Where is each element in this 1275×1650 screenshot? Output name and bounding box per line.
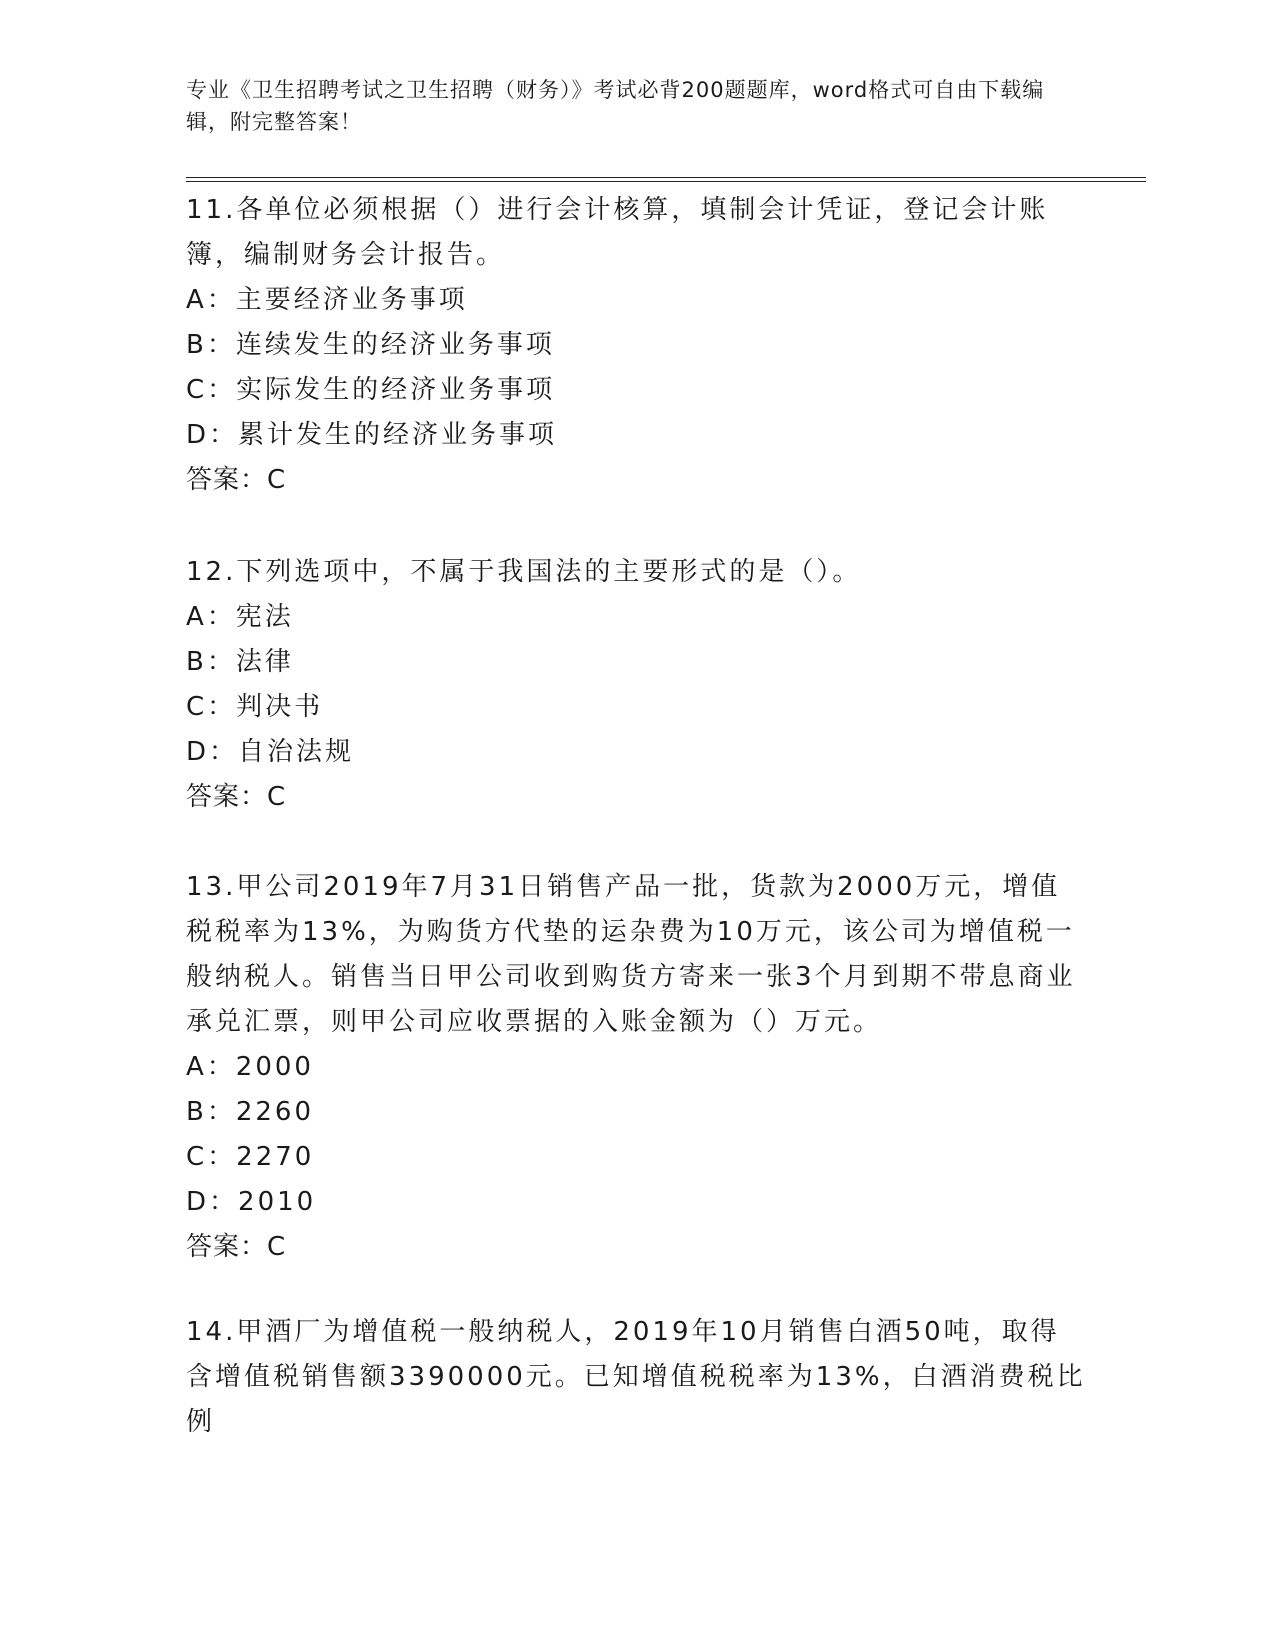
question-12 <box>186 550 1086 820</box>
answer: 答案：C <box>186 1232 287 1262</box>
option-a: A：主要经济业务事项 <box>186 285 468 315</box>
question-stem: 11.各单位必须根据（）进行会计核算，填制会计凭证，登记会计账簿，编制财务会计报告。 <box>186 195 1049 270</box>
header-divider <box>186 177 1146 182</box>
question-stem: 13.甲公司2019年7月31日销售产品一批，货款为2000万元，增值税税率为13%，为购货方代垫的运杂费为10万元，该公司为增值税一般纳税人。销售当日甲公司收到购货方寄来一张3个月到期不带息商业承兑汇票，则甲公司应收票据的入账金额为（）万元。 <box>186 872 1076 1037</box>
question-11 <box>186 188 1086 503</box>
option-c: C：判决书 <box>186 692 324 722</box>
option-b: B：法律 <box>186 647 294 677</box>
option-b: B：连续发生的经济业务事项 <box>186 330 555 360</box>
option-d: D：累计发生的经济业务事项 <box>186 420 558 450</box>
question-stem: 12.下列选项中，不属于我国法的主要形式的是（）。 <box>186 557 862 587</box>
answer: 答案：C <box>186 465 287 495</box>
option-c: C：2270 <box>186 1142 315 1172</box>
option-a: A：2000 <box>186 1052 314 1082</box>
question-14 <box>186 1310 1086 1445</box>
question-13 <box>186 865 1086 1270</box>
option-d: D：2010 <box>186 1187 317 1217</box>
answer: 答案：C <box>186 782 287 812</box>
option-a: A：宪法 <box>186 602 294 632</box>
option-c: C：实际发生的经济业务事项 <box>186 375 556 405</box>
document-header: 专业《卫生招聘考试之卫生招聘（财务）》考试必背200题题库，word格式可自由下载编辑，附完整答案！ <box>186 78 1045 134</box>
option-d: D：自治法规 <box>186 737 355 767</box>
option-b: B：2260 <box>186 1097 315 1127</box>
question-stem: 14.甲酒厂为增值税一般纳税人，2019年10月销售白酒50吨，取得含增值税销售额3390000元。已知增值税税率为13%，白酒消费税比例 <box>186 1317 1086 1437</box>
